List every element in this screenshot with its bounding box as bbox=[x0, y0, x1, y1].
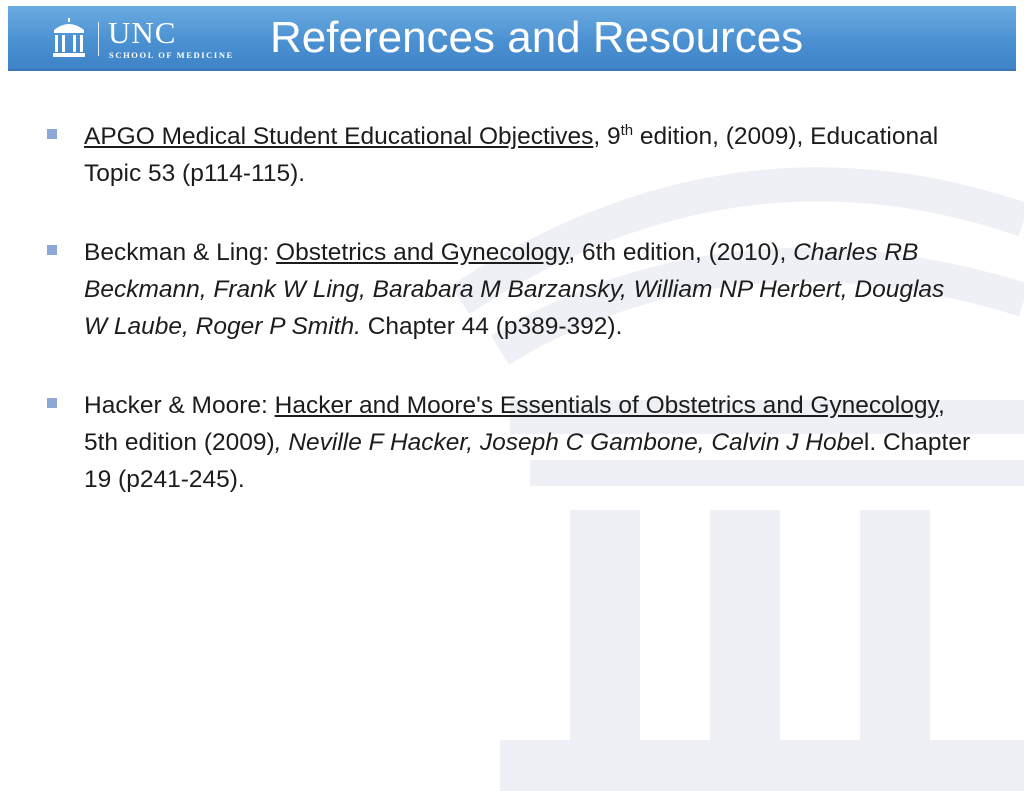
reference-title: Obstetrics and Gynecology bbox=[276, 239, 569, 266]
bullet-square-icon bbox=[47, 245, 57, 255]
reference-authors: , Neville F Hacker, Joseph C Gambone, Calvin J Hobe bbox=[274, 429, 864, 456]
logo-school-text: SCHOOL OF MEDICINE bbox=[109, 50, 234, 60]
reference-item-beckman bbox=[44, 234, 974, 345]
logo-unc-text: UNC bbox=[108, 15, 177, 50]
reference-title: Hacker and Moore's Essentials of Obstetrics and Gynecology bbox=[274, 392, 938, 419]
reference-chapter: l. Chapter 19 (p241-245). bbox=[84, 429, 971, 493]
unc-school-of-medicine-logo bbox=[52, 15, 252, 62]
reference-authors: Charles RB Beckmann, Frank W Ling, Barabara M Barzansky, William NP Herbert, Douglas W Laube, Roger P Smith. bbox=[84, 239, 945, 340]
reference-chapter: Chapter 44 (p389-392). bbox=[360, 313, 623, 340]
reference-prefix: Hacker & Moore: bbox=[84, 392, 275, 419]
bullet-square-icon bbox=[47, 398, 57, 408]
reference-details: edition, (2009), Educational Topic 53 (p114-115). bbox=[84, 123, 939, 187]
reference-item-hacker bbox=[44, 387, 974, 498]
reference-prefix: Beckman & Ling: bbox=[84, 239, 277, 266]
old-well-icon bbox=[52, 18, 86, 58]
reference-title: APGO Medical Student Educational Objectives bbox=[84, 123, 594, 150]
reference-edition-number: 9 bbox=[606, 123, 621, 150]
reference-edition: , 5th edition (2009) bbox=[84, 392, 945, 456]
reference-edition: , 6th edition, (2010), bbox=[568, 239, 794, 266]
reference-item-apgo bbox=[44, 118, 974, 192]
slide-title: References and Resources bbox=[270, 13, 804, 62]
bullet-square-icon bbox=[47, 129, 57, 139]
logo-divider bbox=[98, 22, 99, 56]
reference-separator: , bbox=[593, 123, 607, 150]
header-bar bbox=[8, 6, 1016, 71]
reference-list bbox=[44, 118, 974, 540]
reference-edition-suffix: th bbox=[620, 122, 634, 139]
